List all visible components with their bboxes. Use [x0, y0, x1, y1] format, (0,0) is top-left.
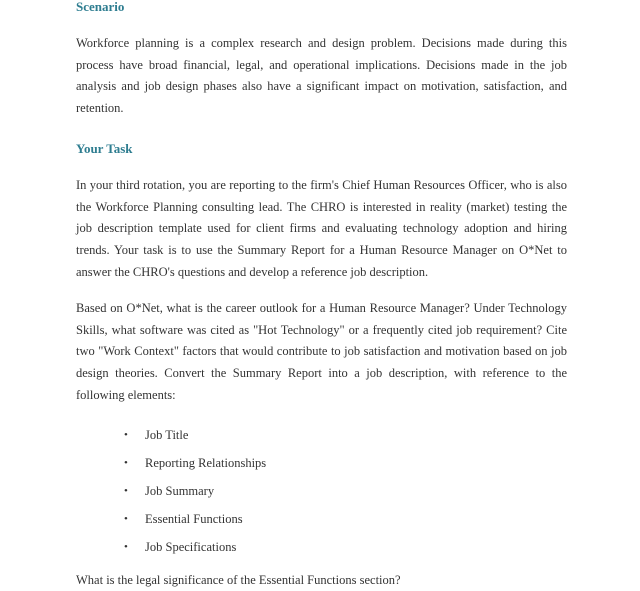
bullet-icon: •	[124, 457, 128, 469]
job-description-elements-list	[124, 421, 266, 561]
list-item-label: Job Summary	[145, 484, 215, 498]
bullet-icon: •	[124, 513, 128, 525]
list-item-label: Job Title	[145, 428, 189, 442]
list-item-label: Job Specifications	[145, 540, 237, 554]
list-item	[124, 477, 266, 505]
task-paragraph-1: In your third rotation, you are reporting to the firm's Chief Human Resources Officer, who is also the Workforce Planning consulting lead. The CHRO is interested in reality (market) testing the job description template used for client firms and evaluating technology adoption and hiring trends. Your task is to use the Summary Report for a Human Resource Manager on O*Net to answer the CHRO's questions and develop a reference job description.	[76, 178, 567, 279]
list-item-label: Reporting Relationships	[145, 456, 267, 470]
list-item	[124, 505, 266, 533]
task-paragraph-2: Based on O*Net, what is the career outlook for a Human Resource Manager? Under Technology Skills, what software was cited as "Hot Technology" or a frequently cited job requirement? Cite two "Work Context" factors that would contribute to job satisfaction and motivation based on job design theories. Convert the Summary Report into a job description, with reference to the following elements:	[76, 301, 567, 402]
scenario-paragraph: Workforce planning is a complex research and design problem. Decisions made during this process have broad financial, legal, and operational implications. Decisions made in the job analysis and job design phases also have a significant impact on motivation, satisfaction, and retention.	[76, 36, 567, 116]
your-task-heading: Your Task	[76, 141, 133, 156]
bullet-icon: •	[124, 541, 128, 553]
bullet-icon: •	[124, 429, 128, 441]
list-item	[124, 449, 266, 477]
final-question: What is the legal significance of the Essential Functions section?	[76, 573, 401, 587]
list-item	[124, 421, 266, 449]
list-item-label: Essential Functions	[145, 512, 243, 526]
list-item	[124, 533, 266, 561]
scenario-heading: Scenario	[76, 0, 125, 14]
bullet-icon: •	[124, 485, 128, 497]
